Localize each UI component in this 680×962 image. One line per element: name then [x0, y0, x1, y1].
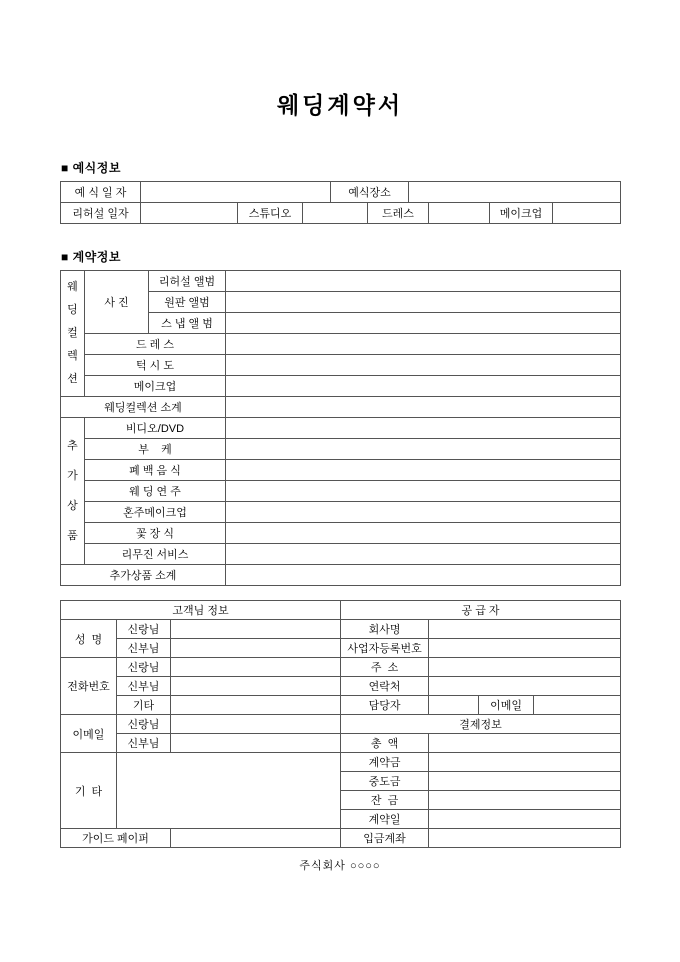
ceremony-section-heading: ■ 예식정보 — [61, 161, 121, 175]
bride-name-label: 신부님 — [117, 639, 171, 658]
dress-label: 드레스 — [368, 203, 429, 224]
parents-makeup-value — [226, 502, 621, 523]
video-dvd-value — [226, 418, 621, 439]
wedding-performance-label: 웨 딩 연 주 — [85, 481, 226, 502]
collection-subtotal-label: 웨딩컬렉션 소계 — [61, 397, 226, 418]
name-label: 성 명 — [61, 620, 117, 658]
contact-value — [429, 677, 621, 696]
flower-decoration-value — [226, 523, 621, 544]
collection-dress-label: 드 레 스 — [85, 334, 226, 355]
flower-decoration-label: 꽃 장 식 — [85, 523, 226, 544]
collection-subtotal-value — [226, 397, 621, 418]
bride-phone-value — [171, 677, 341, 696]
limousine-value — [226, 544, 621, 565]
balance-value — [429, 791, 621, 810]
document-title: 웨딩계약서 — [276, 92, 404, 118]
tuxedo-value — [226, 355, 621, 376]
parties-table — [60, 600, 621, 848]
rehearsal-date-value — [141, 203, 238, 224]
manager-value — [429, 696, 479, 715]
bride-name-value — [171, 639, 341, 658]
bride-phone-label: 신부님 — [117, 677, 171, 696]
payment-info-header: 결제정보 — [341, 715, 621, 734]
groom-phone-label: 신랑님 — [117, 658, 171, 677]
contract-info-table — [60, 270, 621, 586]
studio-label: 스튜디오 — [238, 203, 303, 224]
ceremony-date-value — [141, 182, 331, 203]
collection-makeup-label: 메이크업 — [85, 376, 226, 397]
manager-email-label: 이메일 — [479, 696, 534, 715]
limousine-label: 리무진 서비스 — [85, 544, 226, 565]
groom-phone-value — [171, 658, 341, 677]
company-name-value — [429, 620, 621, 639]
manager-label: 담당자 — [341, 696, 429, 715]
ceremony-info-table-row2 — [60, 202, 621, 224]
phone-label: 전화번호 — [61, 658, 117, 715]
collection-makeup-value — [226, 376, 621, 397]
address-value — [429, 658, 621, 677]
makeup-label: 메이크업 — [490, 203, 553, 224]
guide-paper-value — [171, 829, 341, 848]
pyebaek-food-value — [226, 460, 621, 481]
ceremony-info-table-row1 — [60, 181, 621, 203]
deposit-label: 계약금 — [341, 753, 429, 772]
contract-date-label: 계약일 — [341, 810, 429, 829]
video-dvd-label: 비디오/DVD — [85, 418, 226, 439]
contact-label: 연락처 — [341, 677, 429, 696]
rehearsal-album-value — [226, 271, 621, 292]
bouquet-value — [226, 439, 621, 460]
manager-email-value — [534, 696, 621, 715]
groom-name-label: 신랑님 — [117, 620, 171, 639]
groom-email-value — [171, 715, 341, 734]
groom-name-value — [171, 620, 341, 639]
wedding-performance-value — [226, 481, 621, 502]
ceremony-venue-label: 예식장소 — [331, 182, 409, 203]
address-label: 주 소 — [341, 658, 429, 677]
bride-email-label: 신부님 — [117, 734, 171, 753]
etc-phone-value — [171, 696, 341, 715]
extras-vertical-text: 추가상품 — [67, 440, 78, 542]
company-footer: 주식회사 ○○○○ — [299, 860, 381, 872]
extras-vertical-label — [61, 418, 85, 565]
photo-group-label: 사 진 — [85, 271, 149, 334]
groom-email-label: 신랑님 — [117, 715, 171, 734]
contract-section-heading: ■ 계약정보 — [61, 250, 121, 264]
studio-value — [303, 203, 368, 224]
customer-info-header: 고객님 정보 — [61, 601, 341, 620]
contract-date-value — [429, 810, 621, 829]
pyebaek-food-label: 폐 백 음 식 — [85, 460, 226, 481]
parents-makeup-label: 혼주메이크업 — [85, 502, 226, 523]
plate-album-label: 원판 앨범 — [149, 292, 226, 313]
other-value — [117, 753, 341, 829]
ceremony-date-label: 예 식 일 자 — [61, 182, 141, 203]
extras-subtotal-value — [226, 565, 621, 586]
total-amount-label: 총 액 — [341, 734, 429, 753]
deposit-account-label: 입금계좌 — [341, 829, 429, 848]
deposit-value — [429, 753, 621, 772]
balance-label: 잔 금 — [341, 791, 429, 810]
business-number-value — [429, 639, 621, 658]
bride-email-value — [171, 734, 341, 753]
bouquet-label: 부 케 — [85, 439, 226, 460]
email-label: 이메일 — [61, 715, 117, 753]
dress-value — [429, 203, 490, 224]
total-amount-value — [429, 734, 621, 753]
ceremony-venue-value — [409, 182, 621, 203]
wedding-collection-vertical-text: 웨딩컬렉션 — [67, 281, 78, 385]
deposit-account-value — [429, 829, 621, 848]
rehearsal-date-label: 리허설 일자 — [61, 203, 141, 224]
business-number-label: 사업자등록번호 — [341, 639, 429, 658]
extras-subtotal-label: 추가상품 소계 — [61, 565, 226, 586]
collection-dress-value — [226, 334, 621, 355]
interim-payment-value — [429, 772, 621, 791]
wedding-collection-vertical-label — [61, 271, 85, 397]
snap-album-label: 스 냅 앨 범 — [149, 313, 226, 334]
makeup-value — [553, 203, 621, 224]
other-label: 기 타 — [61, 753, 117, 829]
interim-payment-label: 중도금 — [341, 772, 429, 791]
etc-phone-label: 기타 — [117, 696, 171, 715]
guide-paper-label: 가이드 페이퍼 — [61, 829, 171, 848]
tuxedo-label: 턱 시 도 — [85, 355, 226, 376]
plate-album-value — [226, 292, 621, 313]
snap-album-value — [226, 313, 621, 334]
rehearsal-album-label: 리허설 앨범 — [149, 271, 226, 292]
company-name-label: 회사명 — [341, 620, 429, 639]
supplier-header: 공 급 자 — [341, 601, 621, 620]
